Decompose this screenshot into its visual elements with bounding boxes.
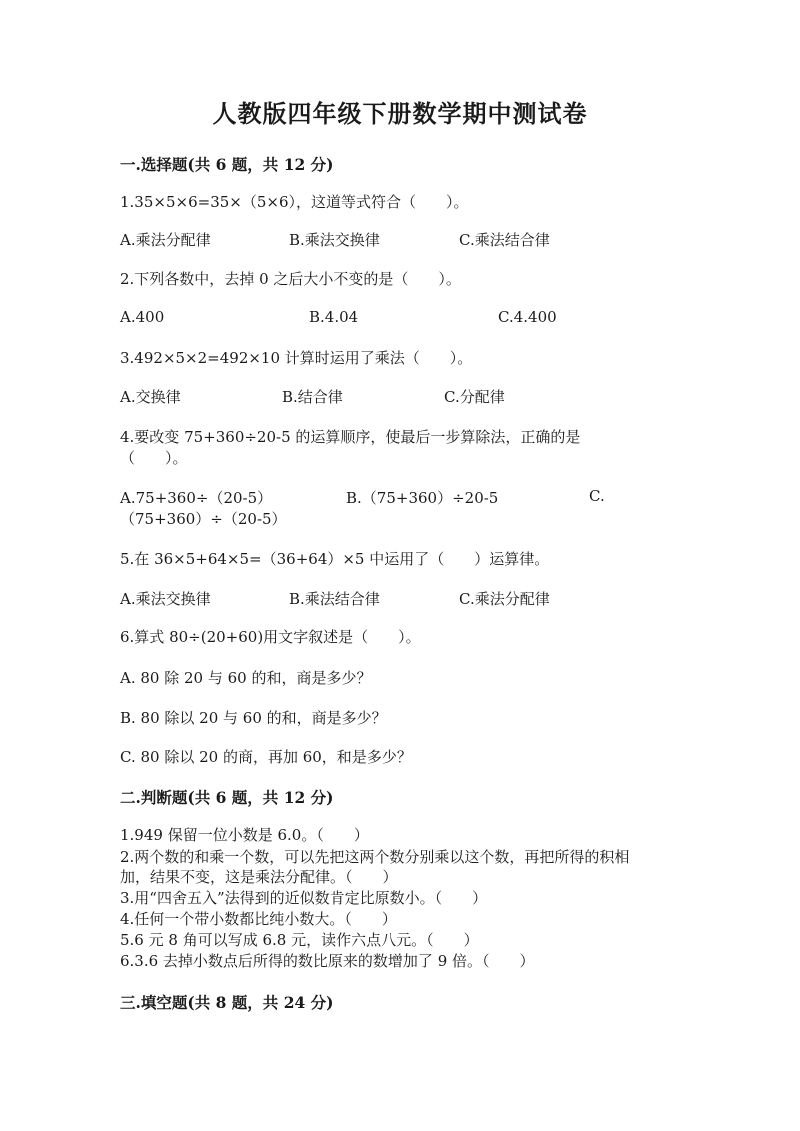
- question-4-option-a: A.75+360÷（20-5）: [120, 489, 273, 507]
- tf-line-4: 3.用“四舍五入”法得到的近似数肯定比原数小。（ ）: [120, 889, 488, 907]
- question-1-stem: 1.35×5×6=35×（5×6），这道等式符合（ ）。: [120, 193, 469, 211]
- question-5-option-c: C.乘法分配律: [459, 590, 550, 608]
- question-4-stem-line-1: 4.要改变 75+360÷20-5 的运算顺序，使最后一步算除法，正确的是: [120, 428, 581, 446]
- question-6-option-b: B. 80 除以 20 与 60 的和，商是多少？: [120, 709, 387, 727]
- question-1-option-c: C.乘法结合律: [459, 231, 550, 249]
- section-heading-true-false: 二.判断题(共 6 题，共 12 分): [120, 788, 334, 807]
- question-4-option-c-continued: （75+360）÷（20-5）: [120, 510, 287, 528]
- question-4-stem-line-2: （ ）。: [120, 449, 188, 467]
- section-heading-multiple-choice: 一.选择题(共 6 题，共 12 分): [120, 155, 334, 174]
- question-3-option-c: C.分配律: [444, 388, 505, 406]
- question-1-option-a: A.乘法分配律: [120, 231, 211, 249]
- question-4-option-b: B.（75+360）÷20-5: [346, 489, 499, 507]
- tf-line-6: 5.6 元 8 角可以写成 6.8 元，读作六点八元。（ ）: [120, 931, 479, 949]
- question-6-option-c: C. 80 除以 20 的商，再加 60，和是多少？: [120, 748, 412, 766]
- question-2-stem: 2.下列各数中，去掉 0 之后大小不变的是（ ）。: [120, 270, 461, 288]
- question-3-stem: 3.492×5×2=492×10 计算时运用了乘法（ ）。: [120, 349, 473, 367]
- tf-line-2: 2.两个数的和乘一个数，可以先把这两个数分别乘以这个数，再把所得的积相: [120, 848, 630, 866]
- question-6-option-a: A. 80 除 20 与 60 的和，商是多少？: [120, 669, 372, 687]
- section-heading-fill-in: 三.填空题(共 8 题，共 24 分): [120, 993, 334, 1012]
- question-2-option-c: C.4.400: [498, 308, 557, 326]
- question-2-option-a: A.400: [120, 308, 165, 326]
- tf-line-5: 4.任何一个带小数都比纯小数大。（ ）: [120, 910, 397, 928]
- question-4-option-c: C.: [589, 487, 605, 505]
- question-5-option-a: A.乘法交换律: [120, 590, 211, 608]
- tf-line-3: 加，结果不变，这是乘法分配律。（ ）: [120, 868, 398, 886]
- question-1-option-b: B.乘法交换律: [289, 231, 380, 249]
- question-2-option-b: B.4.04: [309, 308, 359, 326]
- question-5-stem: 5.在 36×5+64×5=（36+64）×5 中运用了（ ）运算律。: [120, 550, 550, 568]
- question-6-stem: 6.算式 80÷(20+60)用文字叙述是（ ）。: [120, 628, 421, 646]
- question-3-option-b: B.结合律: [282, 388, 343, 406]
- page-title: 人教版四年级下册数学期中测试卷: [212, 99, 588, 128]
- question-5-option-b: B.乘法结合律: [289, 590, 380, 608]
- tf-line-7: 6.3.6 去掉小数点后所得的数比原来的数增加了 9 倍。（ ）: [120, 952, 535, 970]
- tf-line-1: 1.949 保留一位小数是 6.0。（ ）: [120, 826, 369, 844]
- question-3-option-a: A.交换律: [120, 388, 181, 406]
